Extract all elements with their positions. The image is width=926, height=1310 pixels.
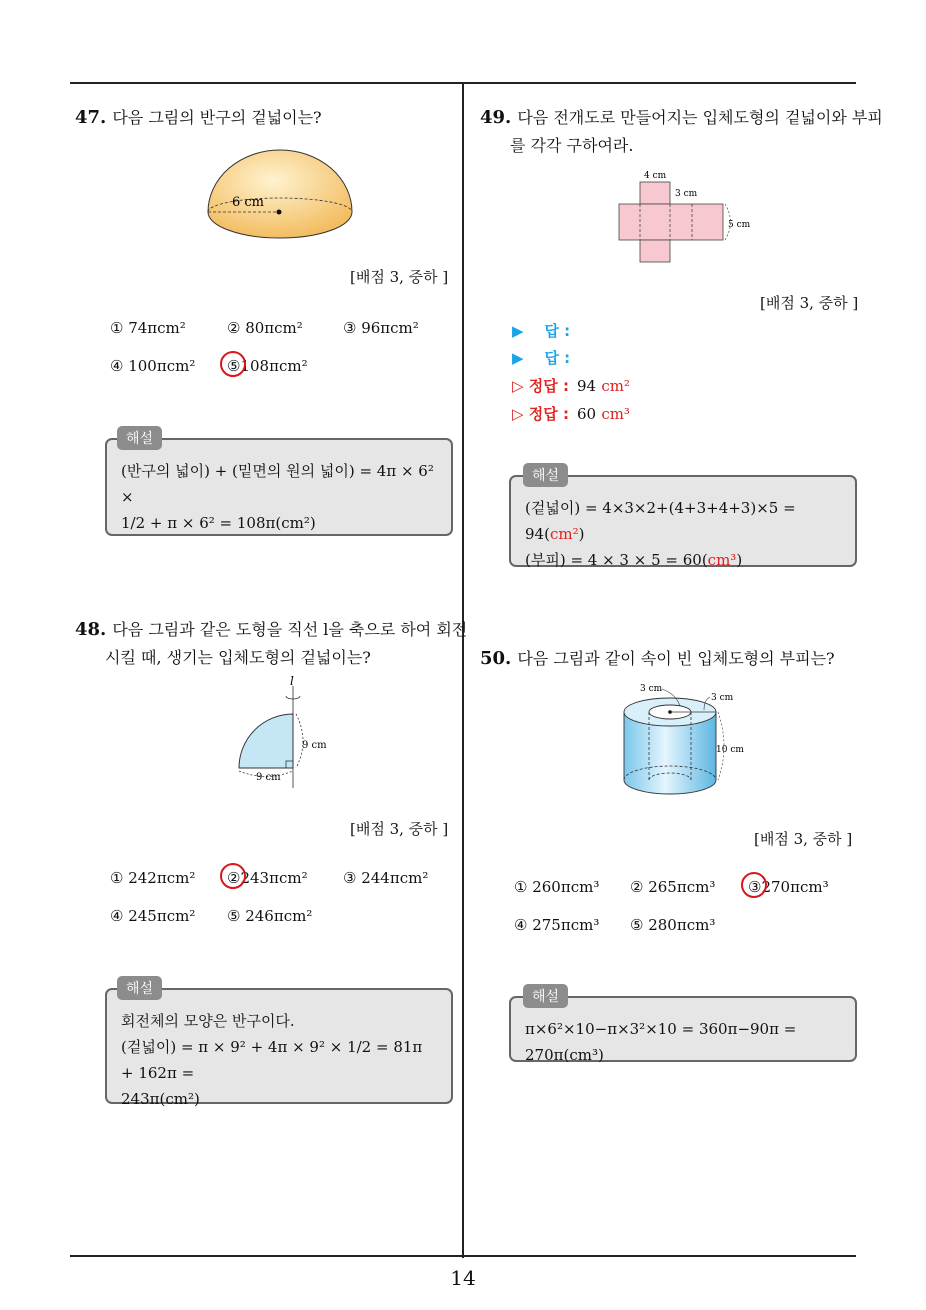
q49-text-1: 다음 전개도로 만들어지는 입체도형의 겉넓이와 부피 bbox=[517, 108, 883, 127]
q47-explanation-tag: 해설 bbox=[117, 426, 162, 450]
q49-answer-row-4: ▷ 정답 : 60 cm³ bbox=[512, 405, 630, 423]
q50-label-inner: 3 cm bbox=[711, 693, 734, 703]
q47-radius-label: 6 cm bbox=[232, 195, 265, 210]
q50-text: 다음 그림과 같이 속이 빈 입체도형의 부피는? bbox=[517, 649, 835, 668]
q49-label-3cm: 3 cm bbox=[675, 189, 698, 199]
q49-answer-row-2: ▶ 답 : bbox=[512, 349, 571, 367]
q50-exp-line1: π×6²×10−π×3²×10 = 360π−90π = 270π(cm³) bbox=[525, 1020, 797, 1064]
q48-choice-3[interactable]: ③ 244πcm² bbox=[343, 869, 429, 887]
q47-hemisphere-figure bbox=[200, 148, 360, 248]
q49-text-2: 를 각각 구하여라. bbox=[510, 136, 634, 155]
q47-center-dot bbox=[277, 210, 282, 215]
q49-answer-row-1: ▶ 답 : bbox=[512, 322, 571, 340]
q48-choice-2[interactable]: ②243πcm² bbox=[227, 869, 308, 887]
q49-score: [배점 3, 중하 ] bbox=[760, 294, 859, 312]
q47-exp-line1: (반구의 넓이) + (밑면의 원의 넓이) = 4π × 6² × bbox=[121, 462, 434, 506]
q49-explanation-box bbox=[509, 475, 857, 567]
q50-choice-1[interactable]: ① 260πcm³ bbox=[514, 878, 600, 896]
q48-selected-mark bbox=[220, 863, 246, 889]
q48-quarter-figure bbox=[230, 676, 330, 792]
q50-number: 50. bbox=[480, 648, 512, 669]
q48-text-2: 시킬 때, 생기는 입체도형의 겉넓이는? bbox=[105, 648, 371, 667]
q47-explanation-box bbox=[105, 438, 453, 536]
page-number: 14 bbox=[450, 1266, 476, 1290]
q50-explanation-tag: 해설 bbox=[523, 984, 568, 1008]
q49-label-4cm: 4 cm bbox=[644, 171, 667, 181]
q50-label-outer: 3 cm bbox=[640, 684, 663, 694]
q48-exp-line2: (겉넓이) = π × 9² + 4π × 9² × 1/2 = 81π + 162π = bbox=[121, 1038, 423, 1082]
q49-net-strip bbox=[619, 204, 723, 240]
q49-exp-line1: (겉넓이) = 4×3×2+(4+3+4+3)×5 = 94(cm²) bbox=[525, 499, 796, 543]
q47-number: 47. bbox=[75, 107, 107, 128]
q50-choice-2[interactable]: ② 265πcm³ bbox=[630, 878, 716, 896]
q48-height-label: 9 cm bbox=[302, 740, 327, 751]
q48-choice-1[interactable]: ① 242πcm² bbox=[110, 869, 196, 887]
q49-net-top-face bbox=[640, 182, 670, 204]
q47-score: [배점 3, 중하 ] bbox=[350, 268, 449, 286]
q50-question bbox=[480, 645, 835, 673]
q50-score: [배점 3, 중하 ] bbox=[754, 830, 853, 848]
q47-choice-2[interactable]: ② 80πcm² bbox=[227, 319, 303, 337]
bottom-rule bbox=[70, 1255, 856, 1257]
q48-quarter-shape bbox=[239, 714, 293, 768]
q47-selected-mark bbox=[220, 351, 246, 377]
q47-exp-line2: 1/2 + π × 6² = 108π(cm²) bbox=[121, 514, 316, 532]
q49-number: 49. bbox=[480, 107, 512, 128]
q50-center-dot bbox=[668, 710, 672, 714]
q47-choice-1[interactable]: ① 74πcm² bbox=[110, 319, 186, 337]
q48-choice-4[interactable]: ④ 245πcm² bbox=[110, 907, 196, 925]
q50-selected-mark bbox=[741, 872, 767, 898]
q48-explanation-box bbox=[105, 988, 453, 1108]
q47-choice-5[interactable]: ⑤108πcm² bbox=[227, 357, 308, 375]
q48-axis-label: l bbox=[290, 676, 294, 688]
q48-exp-line3: 243π(cm²) bbox=[121, 1090, 200, 1108]
q48-number: 48. bbox=[75, 619, 107, 640]
q50-choice-5[interactable]: ⑤ 280πcm³ bbox=[630, 916, 716, 934]
q48-score: [배점 3, 중하 ] bbox=[350, 820, 449, 838]
q50-choice-4[interactable]: ④ 275πcm³ bbox=[514, 916, 600, 934]
q47-text: 다음 그림의 반구의 겉넓이는? bbox=[112, 108, 322, 127]
q49-label-5cm: 5 cm bbox=[728, 220, 751, 230]
q50-cylinder-figure bbox=[616, 680, 756, 802]
q48-width-label: 9 cm bbox=[256, 772, 281, 783]
q48-choice-5[interactable]: ⑤ 246πcm² bbox=[227, 907, 313, 925]
q49-question bbox=[480, 104, 883, 160]
q48-text-1: 다음 그림과 같은 도형을 직선 l을 축으로 하여 회전 bbox=[112, 620, 468, 639]
q48-exp-line1: 회전체의 모양은 반구이다. bbox=[121, 1012, 295, 1030]
q49-exp-line2: (부피) = 4 × 3 × 5 = 60(cm³) bbox=[525, 551, 743, 569]
q50-label-height: 10 cm bbox=[716, 745, 744, 755]
q49-answer-row-3: ▷ 정답 : 94 cm² bbox=[512, 377, 630, 395]
q47-choice-4[interactable]: ④ 100πcm² bbox=[110, 357, 196, 375]
q49-net-bottom-face bbox=[640, 240, 670, 262]
q47-dome bbox=[208, 150, 352, 238]
q50-choice-3[interactable]: ③270πcm³ bbox=[748, 878, 829, 896]
q47-question bbox=[75, 104, 322, 132]
q47-choice-3[interactable]: ③ 96πcm² bbox=[343, 319, 419, 337]
q48-explanation-tag: 해설 bbox=[117, 976, 162, 1000]
q49-explanation-tag: 해설 bbox=[523, 463, 568, 487]
q48-question bbox=[75, 616, 467, 672]
q49-net-figure bbox=[612, 168, 752, 268]
